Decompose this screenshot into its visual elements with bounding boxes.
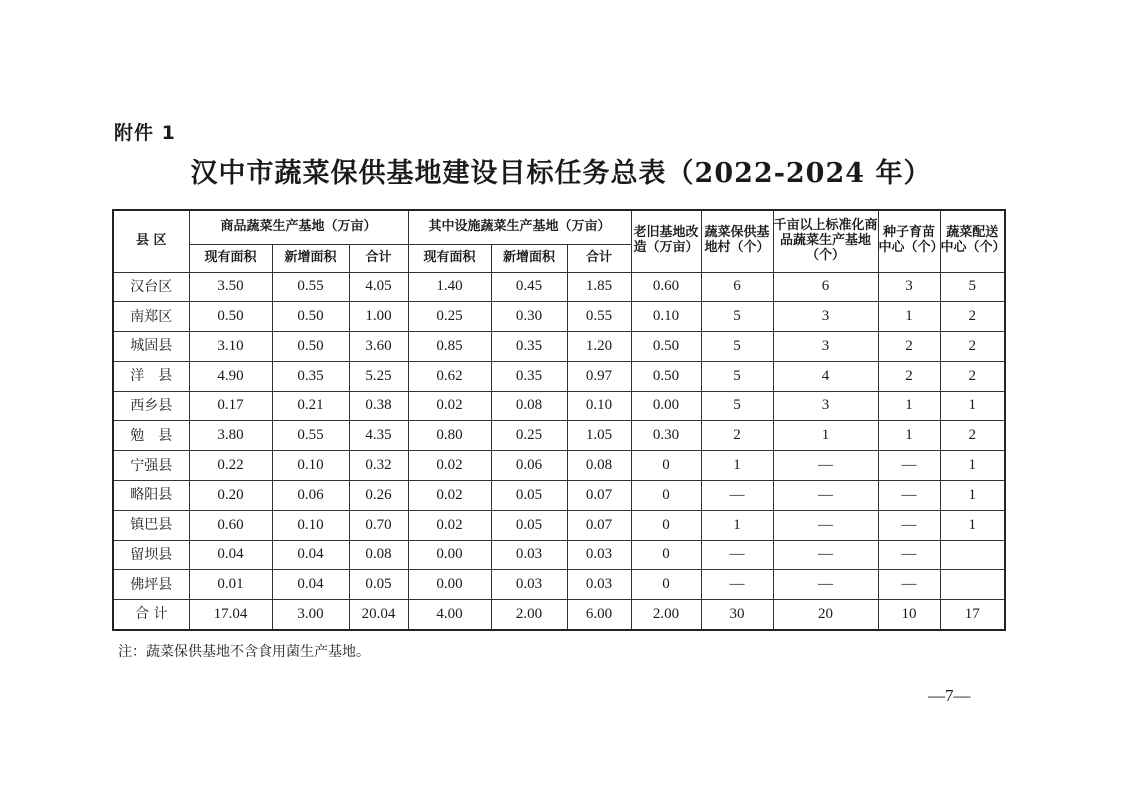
table-cell: 0.02 (408, 481, 491, 511)
page-title: 汉中市蔬菜保供基地建设目标任务总表（2022-2024 年） (190, 158, 932, 189)
table-row (113, 540, 1005, 570)
table-cell: 10 (878, 600, 940, 630)
table-cell: 0.50 (631, 332, 701, 362)
header-supply-village: 蔬菜保供基地村（个） (701, 210, 773, 272)
table-cell: 0.06 (491, 451, 567, 481)
table-cell: 3 (773, 391, 878, 421)
table-cell: 2 (940, 332, 1005, 362)
table-cell: 0.03 (567, 540, 631, 570)
table-cell: 0 (631, 451, 701, 481)
header-facility-existing: 现有面积 (408, 244, 491, 272)
table-cell: 4.90 (189, 361, 272, 391)
table-row (113, 391, 1005, 421)
county-cell: 西乡县 (113, 391, 189, 421)
table-cell: 30 (701, 600, 773, 630)
table-cell: 0.32 (349, 451, 408, 481)
table-cell: 0 (631, 540, 701, 570)
table-cell: 3.00 (272, 600, 349, 630)
table-cell: 0.55 (272, 272, 349, 302)
table-cell: 0.02 (408, 391, 491, 421)
table-cell: 0.70 (349, 510, 408, 540)
table-cell: 0.55 (567, 302, 631, 332)
table-cell: 1 (701, 451, 773, 481)
table-row (113, 510, 1005, 540)
table-cell: 0.22 (189, 451, 272, 481)
table-cell: 4.35 (349, 421, 408, 451)
table-cell: 5 (701, 391, 773, 421)
table-cell: 1 (878, 421, 940, 451)
table-cell: — (878, 570, 940, 600)
table-cell: 0.08 (349, 540, 408, 570)
table-cell: 0.05 (349, 570, 408, 600)
table-cell: 1.85 (567, 272, 631, 302)
table-cell: 1 (878, 391, 940, 421)
county-cell: 镇巴县 (113, 510, 189, 540)
header-commodity-total: 合计 (349, 244, 408, 272)
table-cell: — (701, 481, 773, 511)
table-cell: — (701, 570, 773, 600)
header-facility-new: 新增面积 (491, 244, 567, 272)
table-cell: 0.10 (631, 302, 701, 332)
county-cell: 洋 县 (113, 361, 189, 391)
table-cell: 0.02 (408, 451, 491, 481)
header-commodity-new: 新增面积 (272, 244, 349, 272)
table-cell: 0.35 (491, 361, 567, 391)
county-cell: 略阳县 (113, 481, 189, 511)
table-cell: 0.50 (631, 361, 701, 391)
attachment-label: 附件 1 (114, 122, 176, 144)
total-row (113, 600, 1005, 630)
table-cell: 0.45 (491, 272, 567, 302)
table-cell: 0.00 (408, 540, 491, 570)
table-cell: 0.08 (567, 451, 631, 481)
table-cell: 5.25 (349, 361, 408, 391)
table-footnote: 注：蔬菜保供基地不含食用菌生产基地。 (118, 644, 370, 660)
table-cell: — (773, 451, 878, 481)
table-cell: 0.03 (491, 540, 567, 570)
table-cell: 0.50 (272, 332, 349, 362)
table-cell: 3.50 (189, 272, 272, 302)
table-cell: — (773, 540, 878, 570)
table-cell: 0.07 (567, 481, 631, 511)
table-cell: 0.10 (567, 391, 631, 421)
header-facility-total: 合计 (567, 244, 631, 272)
table-cell: 2 (878, 361, 940, 391)
table-cell: — (773, 570, 878, 600)
table-cell: 0.25 (408, 302, 491, 332)
table-cell: 0.35 (272, 361, 349, 391)
table-cell: 0.38 (349, 391, 408, 421)
table-cell: 1 (701, 510, 773, 540)
table-cell: 3.10 (189, 332, 272, 362)
table-cell: — (878, 540, 940, 570)
table-cell: 2.00 (491, 600, 567, 630)
table-cell: 1 (940, 481, 1005, 511)
table-cell: 0.05 (491, 481, 567, 511)
table-row (113, 332, 1005, 362)
table-cell: 17.04 (189, 600, 272, 630)
table-row (113, 481, 1005, 511)
table-cell: 0.04 (189, 540, 272, 570)
header-old-base-renovation: 老旧基地改造（万亩） (631, 210, 701, 272)
table-cell: 0.05 (491, 510, 567, 540)
table-cell: 3 (878, 272, 940, 302)
table-cell: 0.21 (272, 391, 349, 421)
table-cell: 0.97 (567, 361, 631, 391)
table-cell: 0.03 (491, 570, 567, 600)
table-cell: 0.55 (272, 421, 349, 451)
table-body (113, 272, 1005, 630)
table-cell: 0.17 (189, 391, 272, 421)
table-cell: 1.00 (349, 302, 408, 332)
table-cell: 2 (940, 361, 1005, 391)
table-cell: 0 (631, 570, 701, 600)
table-cell: 0.26 (349, 481, 408, 511)
table-cell: 0.30 (631, 421, 701, 451)
table-row (113, 421, 1005, 451)
page-number: —7— (928, 686, 971, 705)
table-cell: 1 (773, 421, 878, 451)
header-commodity-existing: 现有面积 (189, 244, 272, 272)
table-cell: 1.05 (567, 421, 631, 451)
table-cell: 0.10 (272, 510, 349, 540)
table-cell: — (878, 510, 940, 540)
table-cell: — (773, 510, 878, 540)
table-cell: 0.03 (567, 570, 631, 600)
county-cell: 合 计 (113, 600, 189, 630)
county-cell: 宁强县 (113, 451, 189, 481)
table-cell: 0.04 (272, 540, 349, 570)
table-cell: 0.07 (567, 510, 631, 540)
table-row (113, 361, 1005, 391)
table-cell: 20.04 (349, 600, 408, 630)
table-cell: 0.62 (408, 361, 491, 391)
table-cell: 4 (773, 361, 878, 391)
table-cell: 0.50 (272, 302, 349, 332)
county-cell: 勉 县 (113, 421, 189, 451)
county-cell: 南郑区 (113, 302, 189, 332)
table-cell: 0 (631, 510, 701, 540)
table-cell: 6 (773, 272, 878, 302)
table-cell: 0.00 (631, 391, 701, 421)
table-cell: 6 (701, 272, 773, 302)
table-cell: 1 (940, 391, 1005, 421)
table-cell: 0.85 (408, 332, 491, 362)
table-cell: — (878, 481, 940, 511)
table-cell: 5 (701, 332, 773, 362)
table-cell: 0.20 (189, 481, 272, 511)
table-cell: 5 (701, 361, 773, 391)
table-cell: 1 (940, 451, 1005, 481)
table-cell: 0.80 (408, 421, 491, 451)
table-cell: 0.01 (189, 570, 272, 600)
county-cell: 留坝县 (113, 540, 189, 570)
table-cell: 3.80 (189, 421, 272, 451)
table-cell: 0 (631, 481, 701, 511)
table-cell: 20 (773, 600, 878, 630)
table-cell: 0.00 (408, 570, 491, 600)
table-cell: 2 (940, 421, 1005, 451)
table-cell: — (701, 540, 773, 570)
table-cell: — (878, 451, 940, 481)
table-row (113, 570, 1005, 600)
county-cell: 城固县 (113, 332, 189, 362)
header-commodity-base: 商品蔬菜生产基地（万亩） (189, 210, 408, 244)
table-cell: 3 (773, 302, 878, 332)
table-cell: 2 (878, 332, 940, 362)
header-facility-base: 其中设施蔬菜生产基地（万亩） (408, 210, 631, 244)
table-cell: 5 (701, 302, 773, 332)
table-cell: 5 (940, 272, 1005, 302)
table-row (113, 451, 1005, 481)
table-cell: 0.25 (491, 421, 567, 451)
table-cell: 3.60 (349, 332, 408, 362)
header-seedling-center: 种子育苗中心（个） (878, 210, 940, 272)
table-cell: 2.00 (631, 600, 701, 630)
table-cell: 0.30 (491, 302, 567, 332)
table-cell: 0.35 (491, 332, 567, 362)
county-cell: 汉台区 (113, 272, 189, 302)
header-distribution-center: 蔬菜配送中心（个） (940, 210, 1005, 272)
table-cell: 0.60 (189, 510, 272, 540)
table-cell: 1 (878, 302, 940, 332)
table-cell: 6.00 (567, 600, 631, 630)
table-row (113, 272, 1005, 302)
table-cell: — (773, 481, 878, 511)
table-cell: 4.00 (408, 600, 491, 630)
table-cell: 0.04 (272, 570, 349, 600)
table-cell: 17 (940, 600, 1005, 630)
table-cell: 0.02 (408, 510, 491, 540)
table-cell (940, 540, 1005, 570)
table-cell: 2 (701, 421, 773, 451)
table-cell: 0.10 (272, 451, 349, 481)
table-cell: 1 (940, 510, 1005, 540)
table-cell: 0.06 (272, 481, 349, 511)
table-row (113, 302, 1005, 332)
header-thousand-mu-base: 千亩以上标准化商品蔬菜生产基地（个） (773, 210, 878, 272)
header-county: 县 区 (113, 210, 189, 272)
table-cell: 0.08 (491, 391, 567, 421)
table-cell: 3 (773, 332, 878, 362)
table-cell: 2 (940, 302, 1005, 332)
target-task-table (112, 209, 1006, 631)
table-cell: 4.05 (349, 272, 408, 302)
table-cell: 1.40 (408, 272, 491, 302)
table-cell: 1.20 (567, 332, 631, 362)
table-cell: 0.60 (631, 272, 701, 302)
table-cell: 0.50 (189, 302, 272, 332)
table-cell (940, 570, 1005, 600)
county-cell: 佛坪县 (113, 570, 189, 600)
